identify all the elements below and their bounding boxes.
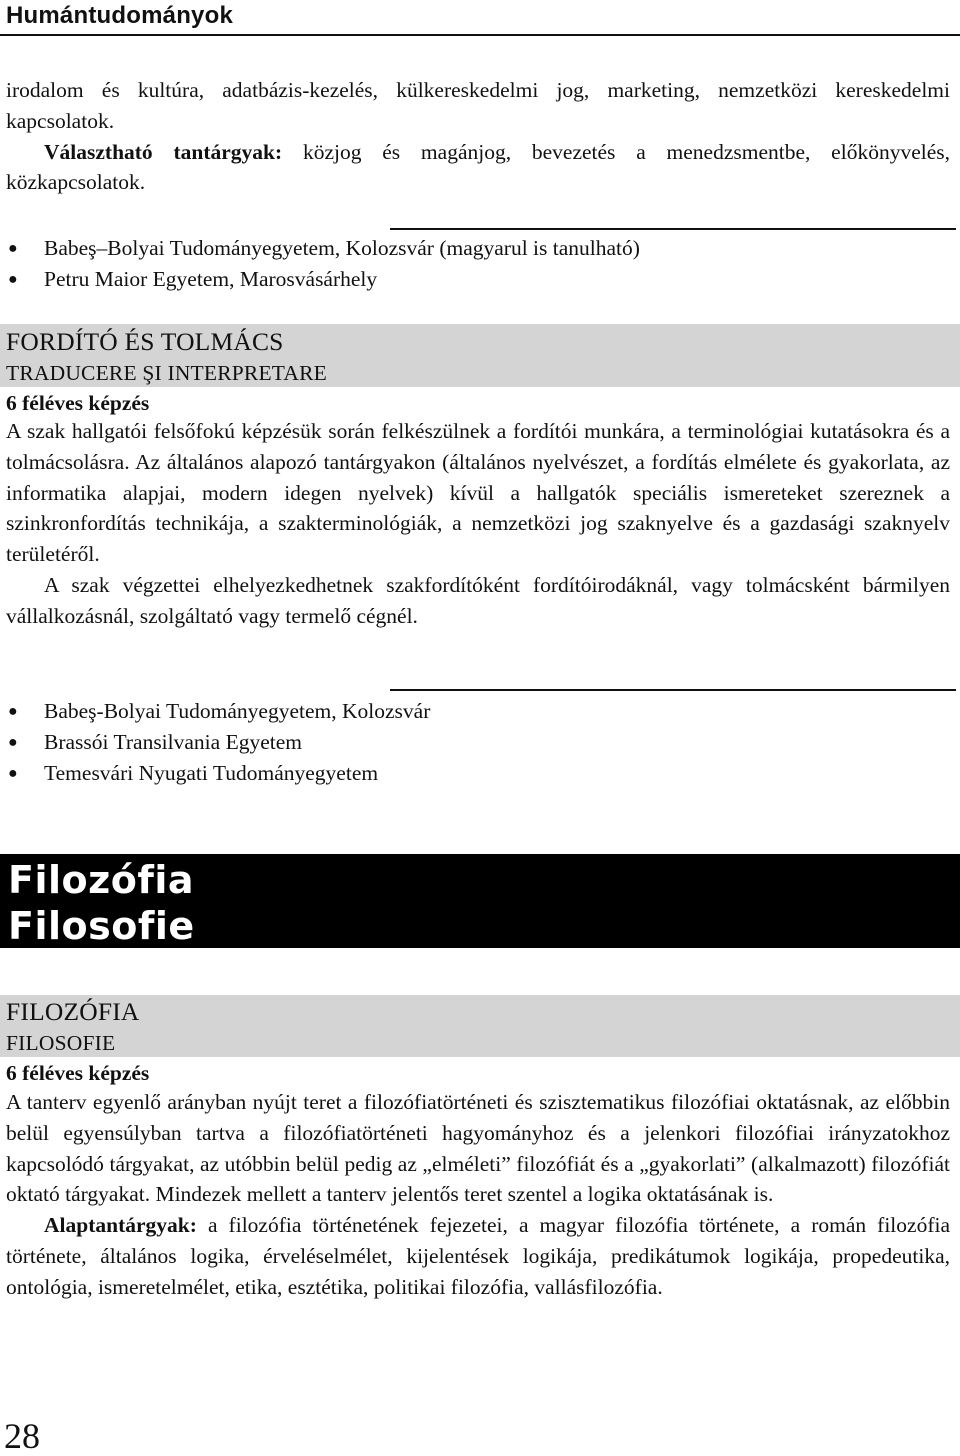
university-list-1 [0, 233, 940, 295]
section-title-hu: FILOZÓFIA [6, 997, 140, 1026]
philosophy-description [6, 1087, 950, 1303]
section-rule [390, 689, 956, 691]
core-subjects-text: a filozófia történetének fejezetei, a magyar filozófia története, a román filozófia története, általános logika, érveléselmélet, kijelentések logikája, predikátumok logikája, propedeutika, ontológia, ismeretelmélet, etika, esztétika, politikai filozófia, vallásfilozófia. [6, 1213, 950, 1299]
elective-text: közjog és magánjog, bevezetés a menedzsmentbe, előkönyvelés, közkapcsolatok. [6, 139, 950, 195]
list-item: ● Babeş–Bolyai Tudományegyetem, Kolozsvár (magyarul is tanulható) [0, 233, 940, 264]
intro-paragraph [6, 75, 950, 198]
header-rule [0, 34, 960, 36]
university-list-2 [0, 696, 940, 789]
section-title-hu: FORDÍTÓ ÉS TOLMÁCS [6, 327, 284, 356]
list-item: ● Brassói Transilvania Egyetem [0, 727, 940, 758]
translator-paragraph-1: A szak hallgatói felsőfokú képzésük során felkészülnek a fordítói munkára, a terminológiai kutatásokra és a tolmácsolásra. Az általános alapozó tantárgyakon (általános nyelvészet, a fordítás elmélete és gyakorlata, az informatika alapjai, modern idegen nyelvek) kívül a hallgatók speciális ismereteket szereznek a szinkronfordítás technikája, a szakterminológiák, a nemzetközi jog szaknyelve és a gazdasági szaknyelv területéről. [6, 419, 950, 567]
chapter-title-hu: Filozófia [8, 858, 195, 902]
bullet-icon: ● [8, 271, 18, 288]
list-item: ● Petru Maior Egyetem, Marosvásárhely [0, 264, 940, 295]
bullet-icon: ● [8, 765, 18, 782]
section-title-ro: TRADUCERE ŞI INTERPRETARE [6, 361, 328, 385]
section-title-ro: FILOSOFIE [6, 1031, 116, 1055]
bullet-icon: ● [8, 703, 18, 720]
running-header: Humántudományok [6, 2, 234, 29]
list-item: ● Temesvári Nyugati Tudományegyetem [0, 758, 940, 789]
bullet-icon: ● [8, 240, 18, 257]
bullet-icon: ● [8, 734, 18, 751]
page-number: 28 [4, 1416, 40, 1456]
program-duration: 6 féléves képzés [6, 1061, 150, 1085]
intro-line: irodalom és kultúra, adatbázis-kezelés, külkereskedelmi jog, marketing, nemzetközi kereskedelmi kapcsolatok. [6, 78, 950, 133]
elective-label: Választható tantárgyak: [44, 139, 283, 164]
list-item: ● Babeş-Bolyai Tudományegyetem, Kolozsvár [0, 696, 940, 727]
section-heading-band [0, 995, 960, 1057]
program-duration: 6 féléves képzés [6, 391, 150, 415]
core-subjects-label: Alaptantárgyak: [44, 1213, 197, 1238]
philosophy-paragraph-1: A tanterv egyenlő arányban nyújt teret a filozófiatörténeti és szisztematikus filozófiai oktatásnak, az előbbin belül egyensúlyban tartva a filozófiatörténeti hagyományhoz és a jelenkori filozófiai irányzatokhoz kapcsolódó tárgyakat, az utóbbin belül pedig az „elméleti” filozófiát és a „gyakorlati” (alkalmazott) filozófiát oktató tárgyakat. Mindezek mellett a tanterv jelentős teret szentel a logika oktatásának is. [6, 1090, 950, 1207]
translator-description [6, 416, 950, 632]
section-rule [390, 228, 956, 230]
chapter-title-ro: Filosofie [8, 904, 195, 948]
translator-paragraph-2: A szak végzettei elhelyezkedhetnek szakfordítóként fordítóirodáknál, vagy tolmácsként bármilyen vállalkozásnál, szolgáltató vagy termelő cégnél. [6, 572, 950, 628]
